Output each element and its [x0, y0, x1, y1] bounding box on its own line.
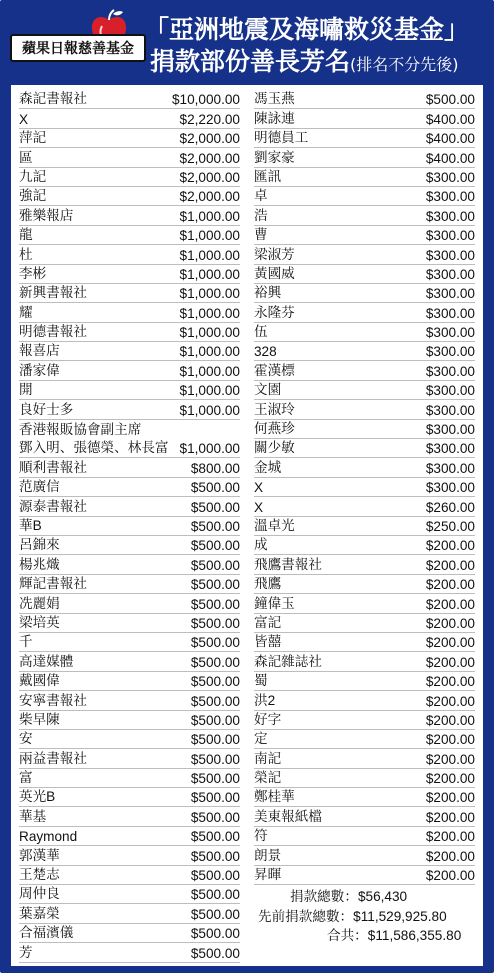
donor-name: 源泰書報社 [19, 498, 87, 514]
donation-amount: $500.00 [190, 751, 240, 767]
donor-row [19, 400, 240, 419]
donation-amount: $500.00 [190, 635, 240, 651]
donation-amount: $200.00 [425, 635, 475, 651]
donor-name: 何燕珍 [254, 421, 295, 437]
donation-amount: $300.00 [425, 422, 475, 438]
donor-name: 昇暉 [254, 867, 282, 883]
donor-row [254, 730, 475, 749]
previous-total: 先前捐款總數：$11,529,925.80 [258, 908, 447, 924]
donation-amount: $200.00 [425, 732, 475, 748]
donation-amount: $200.00 [425, 771, 475, 787]
donor-row [254, 323, 475, 342]
donor-name: 鄭桂華 [254, 789, 295, 805]
donor-column-right [254, 90, 475, 945]
donor-row [254, 672, 475, 691]
donation-amount: $300.00 [425, 305, 475, 321]
page-title: 「亞洲地震及海嘯救災基金」 [144, 15, 470, 44]
donor-name: 328 [254, 344, 277, 360]
donor-name: 伍 [254, 324, 268, 340]
donation-amount: $200.00 [425, 596, 475, 612]
donor-row [254, 866, 475, 885]
donor-row [254, 206, 475, 225]
donor-name: 黃國威 [254, 265, 295, 281]
donor-list-panel [11, 85, 483, 966]
donor-row [19, 614, 240, 633]
donor-name: 卓 [254, 188, 268, 204]
donor-name: 蜀 [254, 673, 268, 689]
donor-name: 范廣信 [19, 479, 60, 495]
donation-amount: $400.00 [425, 131, 475, 147]
donor-name: 華基 [19, 808, 47, 824]
donor-name: 周仲良 [19, 886, 60, 902]
donation-amount: $200.00 [425, 809, 475, 825]
donation-amount: $1,000.00 [179, 247, 240, 263]
donation-amount: $1,000.00 [179, 325, 240, 341]
donor-row [19, 148, 240, 167]
donation-amount: $500.00 [190, 906, 240, 922]
donation-amount: $500.00 [190, 926, 240, 942]
donation-amount: $500.00 [190, 790, 240, 806]
donor-row [19, 924, 240, 943]
donation-amount: $500.00 [190, 538, 240, 554]
donation-amount: $500.00 [190, 596, 240, 612]
donor-name: 安寧書報社 [19, 692, 87, 708]
donor-name: 楊兆熾 [19, 556, 60, 572]
donation-amount: $300.00 [425, 363, 475, 379]
donation-amount: $300.00 [425, 460, 475, 476]
donation-amount: $500.00 [425, 92, 475, 108]
donation-amount: $300.00 [425, 441, 475, 457]
donation-amount: $500.00 [190, 693, 240, 709]
donor-name: 富 [19, 770, 33, 786]
donation-amount: $200.00 [425, 790, 475, 806]
donation-amount: $300.00 [425, 228, 475, 244]
donor-name: 千 [19, 634, 33, 650]
donation-amount: $500.00 [190, 829, 240, 845]
donor-row [19, 361, 240, 380]
donation-amount: $200.00 [425, 751, 475, 767]
donation-amount: $1,000.00 [179, 383, 240, 399]
donor-name: 明德書報社 [19, 324, 87, 340]
donation-amount: $300.00 [425, 480, 475, 496]
donor-row [254, 187, 475, 206]
donor-name: X [254, 499, 264, 515]
donor-name: 香港報販協會副主席 [19, 422, 142, 438]
donation-amount: $500.00 [190, 518, 240, 534]
donor-name: 柴早陳 [19, 711, 60, 727]
donation-amount: $500.00 [190, 712, 240, 728]
donation-amount: $200.00 [425, 712, 475, 728]
donation-amount: $300.00 [425, 169, 475, 185]
donor-name: 森記書報社 [19, 91, 87, 107]
donor-name: 成 [254, 537, 268, 553]
donor-name: 榮記 [254, 770, 282, 786]
donation-amount: $300.00 [425, 286, 475, 302]
donor-name: 耀 [19, 304, 33, 320]
donation-amount: $300.00 [425, 247, 475, 263]
donor-row [19, 807, 240, 826]
donor-name: 順利書報社 [19, 459, 87, 475]
donor-row [254, 168, 475, 187]
donation-amount: $500.00 [190, 848, 240, 864]
donor-name: 輝記書報社 [19, 576, 87, 592]
donor-name: 美東報紙檔 [254, 808, 322, 824]
donation-amount: $200.00 [425, 538, 475, 554]
donor-name: 葉嘉榮 [19, 905, 60, 921]
donor-name: X [254, 480, 264, 496]
donation-amount: $400.00 [425, 150, 475, 166]
donation-amount: $10,000.00 [171, 92, 240, 108]
subtitle-main: 捐款部份善長芳名 [150, 47, 351, 76]
donor-name: 匯訊 [254, 168, 282, 184]
donor-row [254, 303, 475, 322]
donor-row [19, 749, 240, 768]
donation-amount: $500.00 [190, 809, 240, 825]
donation-amount: $200.00 [425, 577, 475, 593]
donor-row [254, 265, 475, 284]
donor-name: 良好士多 [19, 401, 74, 417]
donor-name: 飛鷹 [254, 576, 282, 592]
donor-row [19, 206, 240, 225]
donor-name: 郭漢華 [19, 847, 60, 863]
donor-name: 劉家豪 [254, 149, 295, 165]
donation-amount: $200.00 [425, 654, 475, 670]
donation-amount: $200.00 [425, 674, 475, 690]
donation-amount: $500.00 [190, 771, 240, 787]
donor-name: Raymond [19, 829, 78, 845]
donation-amount: $200.00 [425, 557, 475, 573]
donor-name: 符 [254, 828, 268, 844]
donation-amount: $500.00 [190, 887, 240, 903]
donor-row [19, 245, 240, 264]
donor-name: 南記 [254, 750, 282, 766]
donation-amount: $2,000.00 [179, 150, 240, 166]
donor-name: 富記 [254, 614, 282, 630]
donor-name: 定 [254, 731, 268, 747]
donor-row [254, 711, 475, 730]
donation-amount: $500.00 [190, 674, 240, 690]
donor-row [254, 652, 475, 671]
donor-row [254, 478, 475, 497]
donation-amount: $300.00 [425, 402, 475, 418]
donation-amount: $1,000.00 [179, 208, 240, 224]
donor-row [254, 846, 475, 865]
donation-amount: $2,000.00 [179, 189, 240, 205]
donor-name: 新興書報社 [19, 285, 87, 301]
donor-row [19, 226, 240, 245]
subtitle-note: (排名不分先後) [350, 55, 459, 74]
donor-name: 呂錦來 [19, 537, 60, 553]
donor-row [254, 439, 475, 458]
donor-name: 合福濱儀 [19, 925, 74, 941]
donation-amount: $2,000.00 [179, 131, 240, 147]
donation-amount: $2,000.00 [179, 169, 240, 185]
donation-amount: $200.00 [425, 693, 475, 709]
donation-amount: $500.00 [190, 577, 240, 593]
donation-amount: $500.00 [190, 615, 240, 631]
donation-amount: $200.00 [425, 829, 475, 845]
donor-row [19, 90, 240, 109]
donor-name: 龍 [19, 227, 33, 243]
donor-name: X [19, 111, 29, 127]
donor-row [254, 148, 475, 167]
donor-name: 永隆芬 [254, 304, 295, 320]
donor-name: 飛鷹書報社 [254, 556, 322, 572]
donor-name: 戴國偉 [19, 673, 60, 689]
donor-name: 梁培英 [19, 614, 60, 630]
donor-row [19, 284, 240, 303]
donation-amount: $500.00 [190, 732, 240, 748]
donation-amount: $260.00 [425, 499, 475, 515]
donor-row [254, 594, 475, 613]
donor-row [19, 168, 240, 187]
donor-row [254, 827, 475, 846]
donation-amount: $500.00 [190, 499, 240, 515]
donor-name: 關少敏 [254, 440, 295, 456]
donor-name: 冼麗娟 [19, 595, 60, 611]
donation-amount: $800.00 [190, 460, 240, 476]
donor-row [19, 109, 240, 128]
donation-amount: $300.00 [425, 344, 475, 360]
donor-row [254, 614, 475, 633]
donation-amount: $200.00 [425, 868, 475, 884]
donor-row [19, 711, 240, 730]
donor-name: 潘家偉 [19, 362, 60, 378]
donor-row [254, 458, 475, 477]
donor-row [19, 788, 240, 807]
donor-name: 萍記 [19, 130, 47, 146]
donation-amount: $1,000.00 [179, 228, 240, 244]
donation-amount: $1,000.00 [179, 266, 240, 282]
donation-amount: $300.00 [425, 383, 475, 399]
donor-name: 皆囍 [254, 634, 282, 650]
donor-name: 溫卓光 [254, 517, 295, 533]
donor-name: 杜 [19, 246, 33, 262]
donor-row [254, 691, 475, 710]
donor-name: 王楚志 [19, 867, 60, 883]
logo-text: 蘋果日報慈善基金 [10, 34, 146, 62]
donor-name: 鄧入明、張德榮、林長富 [19, 440, 169, 456]
donation-amount: $1,000.00 [179, 363, 240, 379]
donor-row [19, 943, 240, 962]
donor-name: 金城 [254, 459, 282, 475]
donor-name: 開 [19, 382, 33, 398]
donor-column-left [19, 90, 240, 963]
donor-name: 文園 [254, 382, 282, 398]
donation-amount: $300.00 [425, 208, 475, 224]
donation-amount: $1,000.00 [179, 286, 240, 302]
donation-amount: $400.00 [425, 111, 475, 127]
donation-total: 捐款總數：$56,430 [290, 889, 408, 905]
donation-amount: $500.00 [190, 945, 240, 961]
donor-name: 九記 [19, 168, 47, 184]
donor-name: 曹 [254, 227, 268, 243]
donor-name: 兩益書報社 [19, 750, 87, 766]
donation-amount: $1,000.00 [179, 402, 240, 418]
donor-row [254, 361, 475, 380]
donor-name: 李彬 [19, 265, 47, 281]
header [0, 0, 494, 80]
donor-row [19, 497, 240, 516]
donor-name: 森記雜誌社 [254, 653, 322, 669]
page-subtitle [150, 42, 459, 78]
donation-amount: $500.00 [190, 557, 240, 573]
donor-name: 雅樂報店 [19, 207, 74, 223]
donor-name: 區 [19, 149, 33, 165]
donor-name: 王淑玲 [254, 401, 295, 417]
donor-name: 洪2 [254, 692, 276, 708]
donor-row [254, 749, 475, 768]
donor-row [254, 555, 475, 574]
donation-amount: $300.00 [425, 189, 475, 205]
donor-name: 朗景 [254, 847, 282, 863]
donor-name: 芳 [19, 944, 33, 960]
donor-name: 明德員工 [254, 130, 309, 146]
donation-amount: $1,000.00 [179, 441, 240, 457]
donor-name: 鐘偉玉 [254, 595, 295, 611]
donor-name: 裕興 [254, 285, 282, 301]
donor-name: 馮玉燕 [254, 91, 295, 107]
donation-amount: $1,000.00 [179, 305, 240, 321]
donor-name: 安 [19, 731, 33, 747]
donor-name: 報喜店 [19, 343, 60, 359]
donor-name: 強記 [19, 188, 47, 204]
donation-amount: $300.00 [425, 266, 475, 282]
donation-amount: $200.00 [425, 615, 475, 631]
donation-amount: $2,220.00 [179, 111, 240, 127]
donor-name: 梁淑芳 [254, 246, 295, 262]
donation-amount: $250.00 [425, 518, 475, 534]
donor-name: 英光B [19, 789, 56, 805]
donation-amount: $200.00 [425, 848, 475, 864]
donor-name: 好字 [254, 711, 282, 727]
donation-amount: $500.00 [190, 480, 240, 496]
donation-amount: $300.00 [425, 325, 475, 341]
totals-block [254, 887, 475, 945]
donation-amount: $1,000.00 [179, 344, 240, 360]
donation-amount: $500.00 [190, 654, 240, 670]
grand-total: 合共：$11,586,355.80 [327, 928, 462, 944]
donor-name: 陳詠連 [254, 110, 295, 126]
donor-row [19, 129, 240, 148]
donor-row [254, 807, 475, 826]
donor-name: 霍漢標 [254, 362, 295, 378]
donation-amount: $500.00 [190, 868, 240, 884]
donor-name: 浩 [254, 207, 268, 223]
donor-name: 華B [19, 517, 42, 533]
donor-name: 高達媒體 [19, 653, 74, 669]
donor-row [254, 517, 475, 536]
